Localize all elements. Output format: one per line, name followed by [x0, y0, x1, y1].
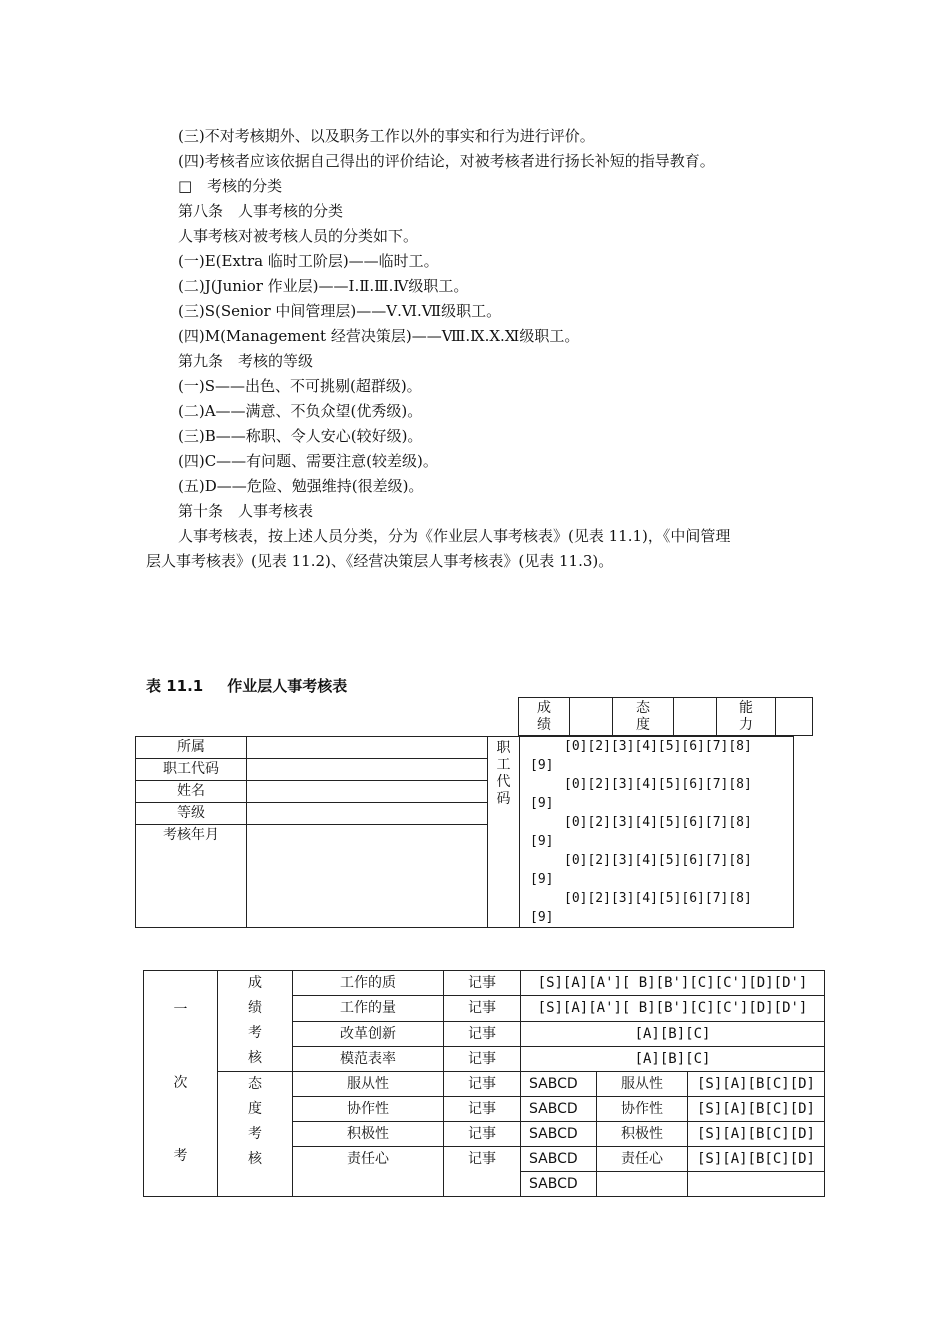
label-employee-code: 职工代码 [136, 758, 247, 780]
notes-label: 记事 [444, 1122, 521, 1147]
list-item: (五)D——危险、勉强维持(很差级)。 [178, 477, 424, 495]
phase-label [144, 971, 218, 1197]
rating-scale[interactable]: [A][B][C] [521, 1021, 825, 1046]
code-options[interactable]: [0][2][3][4][5][6][7][8] [564, 853, 752, 868]
field-department[interactable] [247, 737, 488, 759]
notes-label: 记事 [444, 1021, 521, 1046]
code-options[interactable]: [0][2][3][4][5][6][7][8] [564, 739, 752, 754]
grade-options[interactable]: SABCD [521, 1122, 597, 1147]
code-options[interactable]: [0][2][3][4][5][6][7][8] [564, 891, 752, 906]
item-obedience-2: 服从性 [597, 1072, 688, 1097]
paragraph: (四)考核者应该依据自己得出的评价结论，对被考核者进行扬长补短的指导教育。 [178, 152, 715, 170]
label-grade: 等级 [136, 802, 247, 824]
phase-char: 考 [173, 1148, 188, 1164]
performance-group-label: 成 绩 考 核 [218, 971, 293, 1072]
code-options-tail[interactable]: [9] [530, 910, 554, 925]
rating-scale[interactable]: [S][A][B[C][D] [688, 1072, 825, 1097]
attitude-group-label: 态 度 考 核 [218, 1072, 293, 1197]
nengli-label: 能力 [717, 698, 776, 736]
code-options-tail[interactable]: [9] [530, 796, 554, 811]
code-options-tail[interactable]: [9] [530, 758, 554, 773]
item-initiative: 积极性 [293, 1122, 444, 1147]
list-item: (二)A——满意、不负众望(优秀级)。 [178, 402, 423, 420]
notes-label: 记事 [444, 1097, 521, 1122]
field-review-month[interactable] [247, 824, 488, 927]
field-employee-code[interactable] [247, 758, 488, 780]
paragraph: (三)不对考核期外、以及职务工作以外的事实和行为进行评价。 [178, 127, 595, 145]
paragraph: 层人事考核表》(见表 11.2)、《经营决策层人事考核表》(见表 11.3)。 [146, 552, 614, 570]
article-heading: 第十条 人事考核表 [178, 502, 314, 520]
code-options-tail[interactable]: [9] [530, 834, 554, 849]
rating-scale[interactable]: [S][A][B[C][D] [688, 1122, 825, 1147]
item-cooperation-2: 协作性 [597, 1097, 688, 1122]
score-header-table [518, 697, 813, 736]
phase-char: 次 [173, 1075, 188, 1091]
item-responsibility: 责任心 [293, 1147, 444, 1197]
list-item: (一)S——出色、不可挑剔(超群级)。 [178, 377, 422, 395]
list-item: (三)B——称职、令人安心(较好级)。 [178, 427, 423, 445]
employee-code-label: 职工代码 [488, 737, 520, 928]
rating-scale[interactable]: [A][B][C] [521, 1046, 825, 1071]
item-quantity: 工作的量 [293, 996, 444, 1021]
label-department: 所属 [136, 737, 247, 759]
label-name: 姓名 [136, 780, 247, 802]
table-title: 作业层人事考核表 [227, 677, 348, 695]
section-heading: □ 考核的分类 [178, 177, 283, 195]
item-cooperation: 协作性 [293, 1097, 444, 1122]
empty-cell[interactable] [597, 1172, 688, 1197]
article-heading: 第九条 考核的等级 [178, 352, 314, 370]
item-role-model: 模范表率 [293, 1046, 444, 1071]
list-item: (二)J(Junior 作业层)——Ⅰ.Ⅱ.Ⅲ.Ⅳ级职工。 [178, 277, 469, 295]
item-responsibility-2: 责任心 [597, 1147, 688, 1172]
article-heading: 第八条 人事考核的分类 [178, 202, 344, 220]
list-item: (四)C——有问题、需要注意(较差级)。 [178, 452, 438, 470]
employee-code-grid[interactable] [520, 737, 794, 928]
code-options[interactable]: [0][2][3][4][5][6][7][8] [564, 815, 752, 830]
evaluation-table [143, 970, 825, 1197]
list-item: (一)E(Extra 临时工阶层)——临时工。 [178, 252, 439, 270]
chengji-box[interactable] [570, 698, 613, 736]
notes-label: 记事 [444, 1072, 521, 1097]
taidu-label: 态度 [613, 698, 674, 736]
paragraph: 人事考核对被考核人员的分类如下。 [178, 227, 419, 245]
empty-cell[interactable] [688, 1172, 825, 1197]
rating-scale[interactable]: [S][A][A'][ B][B'][C][C'][D][D'] [521, 996, 825, 1021]
nengli-box[interactable] [776, 698, 813, 736]
notes-label: 记事 [444, 971, 521, 996]
item-obedience: 服从性 [293, 1072, 444, 1097]
phase-char: 一 [173, 1002, 188, 1018]
body-text [146, 124, 816, 574]
notes-label: 记事 [444, 1147, 521, 1197]
grade-options[interactable]: SABCD [521, 1147, 597, 1172]
code-options-tail[interactable]: [9] [530, 872, 554, 887]
grade-options[interactable]: SABCD [521, 1072, 597, 1097]
rating-scale[interactable]: [S][A][B[C][D] [688, 1147, 825, 1172]
table-number: 表 11.1 [146, 677, 204, 695]
rating-scale[interactable]: [S][A][A'][ B][B'][C][C'][D][D'] [521, 971, 825, 996]
table-caption [146, 675, 347, 696]
grade-options[interactable]: SABCD [521, 1172, 597, 1197]
field-grade[interactable] [247, 802, 488, 824]
notes-label: 记事 [444, 1046, 521, 1071]
item-innovation: 改革创新 [293, 1021, 444, 1046]
field-name[interactable] [247, 780, 488, 802]
rating-scale[interactable]: [S][A][B[C][D] [688, 1097, 825, 1122]
list-item: (四)M(Management 经营决策层)——Ⅷ.Ⅸ.Ⅹ.Ⅺ级职工。 [178, 327, 580, 345]
chengji-label: 成绩 [519, 698, 570, 736]
item-quality: 工作的质 [293, 971, 444, 996]
employee-info-table [135, 736, 794, 928]
item-initiative-2: 积极性 [597, 1122, 688, 1147]
notes-label: 记事 [444, 996, 521, 1021]
label-review-month: 考核年月 [136, 824, 247, 927]
paragraph: 人事考核表，按上述人员分类，分为《作业层人事考核表》(见表 11.1)，《中间管理 [178, 527, 731, 545]
code-options[interactable]: [0][2][3][4][5][6][7][8] [564, 777, 752, 792]
grade-options[interactable]: SABCD [521, 1097, 597, 1122]
taidu-box[interactable] [674, 698, 717, 736]
list-item: (三)S(Senior 中间管理层)——Ⅴ.Ⅵ.Ⅶ级职工。 [178, 302, 502, 320]
